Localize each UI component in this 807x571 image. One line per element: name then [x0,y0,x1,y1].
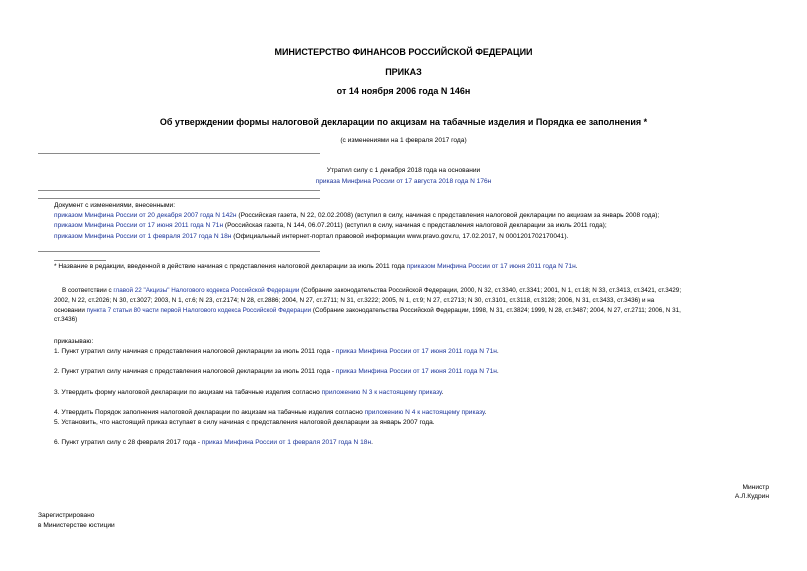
changes-item [54,211,764,221]
order-item: 3. Утвердить форму налоговой декларации по акцизам на табачные изделия согласно приложению N 3 к настоящему приказу. [54,389,444,396]
footnote-link[interactable]: приказом Минфина России от 17 июня 2011 года N 71н [406,263,576,270]
change-description: (Российская газета, N 22, 02.02.2008) (вступил в силу, начиная с представления налоговой декларации по акцизам за январь 2008 года); [236,212,660,220]
change-link[interactable]: приказом Минфина России от 17 июня 2011 года N 71н [54,222,224,230]
tax-code-chapter-link[interactable]: главой 22 "Акцизы" Налогового кодекса Российской Федерации [113,287,300,294]
order-item: 1. Пункт утратил силу начиная с представления налоговой декларации за июль 2011 года - приказ Минфина России от 17 июня 2011 года N 71н. [54,348,499,355]
signature-name: А.Л.Кудрин [734,493,769,500]
status-link-line [0,177,807,187]
footnote: * Название в редакции, введенной в действие начиная с представления налоговой декларации за июль 2011 года приказом Минфина России от 17 июня 2011 года N 71н. [54,263,578,270]
order-heading: приказываю: [54,338,94,345]
divider [38,251,320,252]
signature-position: Министр [742,484,769,491]
change-link[interactable]: приказом Минфина России от 1 февраля 2017 года N 18н [54,232,232,240]
order-item: 5. Установить, что настоящий приказ вступает в силу начиная с представления налоговой декларации за январь 2007 года. [54,419,435,426]
order-link[interactable]: приказ Минфина России от 17 июня 2011 года N 71н [335,368,497,375]
order-item: 6. Пункт утратил силу с 28 февраля 2017 года - приказ Минфина России от 1 февраля 2017 года N 18н. [54,439,373,446]
order-link[interactable]: приказ Минфина России от 17 июня 2011 года N 71н [335,348,497,355]
order-item: 4. Утвердить Порядок заполнения налоговой декларации по акцизам на табачные изделия согласно приложению N 4 к настоящему приказу. [54,409,487,416]
document-type: ПРИКАЗ [385,67,422,77]
change-description: (Официальный интернет-портал правовой информации www.pravo.gov.ru, 17.02.2017, N 0001201702170041). [231,232,569,240]
changes-heading: Документ с изменениями, внесенными: [54,202,176,209]
change-description: (Российская газета, N 144, 06.07.2011) (вступил в силу, начиная с представления налоговой декларации за июль 2011 года); [223,222,607,230]
appendix-4-link[interactable]: приложению N 4 к настоящему приказу [364,409,485,416]
registration-line: Зарегистрировано [38,512,95,519]
order-link[interactable]: приказ Минфина России от 1 февраля 2017 года N 18н [201,439,372,446]
footnote-divider [54,260,106,261]
change-link[interactable]: приказом Минфина России от 20 декабря 2007 года N 142н [54,212,237,220]
divider [38,153,320,154]
ministry-name: МИНИСТЕРСТВО ФИНАНСОВ РОССИЙСКОЙ ФЕДЕРАЦИИ [274,47,533,57]
tax-code-article-link[interactable]: пункта 7 статьи 80 части первой Налогового кодекса Российской Федерации [86,306,312,314]
changes-item [54,221,764,231]
divider [38,190,320,191]
order-item: 2. Пункт утратил силу начиная с представления налоговой декларации за июль 2011 года - приказ Минфина России от 17 июня 2011 года N 71н. [54,368,499,375]
basis-paragraph: В соответствии с главой 22 "Акцизы" Налогового кодекса Российской Федерации (Собрание законодательства Российской Федерации, 2000, N 32, ст.3340, ст.3341; 2001, N 1, ст.18; N 33, ст.3413, ст.3421, ст.3429; 2002, N 22, ст.2026; N 30, ст.3027; 2003, N 1, ст.6; N 23, ст.2174; N 28, ст.2886; 2004, N 27, ст.2711; N 31, ст.3222; 2005, N 1, ст.9; N 27, ст.2713; N 30, ст.3101, ст.3118, ст.3128; 2006, N 31, ст.3433, ст.3436) и на основании пункта 7 статьи 80 части первой Налогового кодекса Российской Федерации (Собрание законодательства Российской Федерации, 1998, N 31, ст.3824; 1999, N 28, ст.3487; 2004, N 27, ст.2711; 2006, N 31, ст.3436) [54,287,682,324]
changes-item [54,232,764,242]
status-line: Утратил силу с 1 декабря 2018 года на основании [326,167,481,174]
document-date-number: от 14 ноября 2006 года N 146н [336,86,471,96]
changes-block [54,201,764,242]
document-title: Об утверждении формы налоговой декларации по акцизам на табачные изделия и Порядка ее заполнения * [159,117,648,127]
appendix-3-link[interactable]: приложению N 3 к настоящему приказу [321,389,442,396]
repeal-order-link[interactable]: приказа Минфина России от 17 августа 2018 года N 176н [315,178,492,185]
registration-ministry: в Министерстве юстиции [38,522,115,529]
revision-note: (с изменениями на 1 февраля 2017 года) [340,137,467,144]
divider [38,198,320,199]
